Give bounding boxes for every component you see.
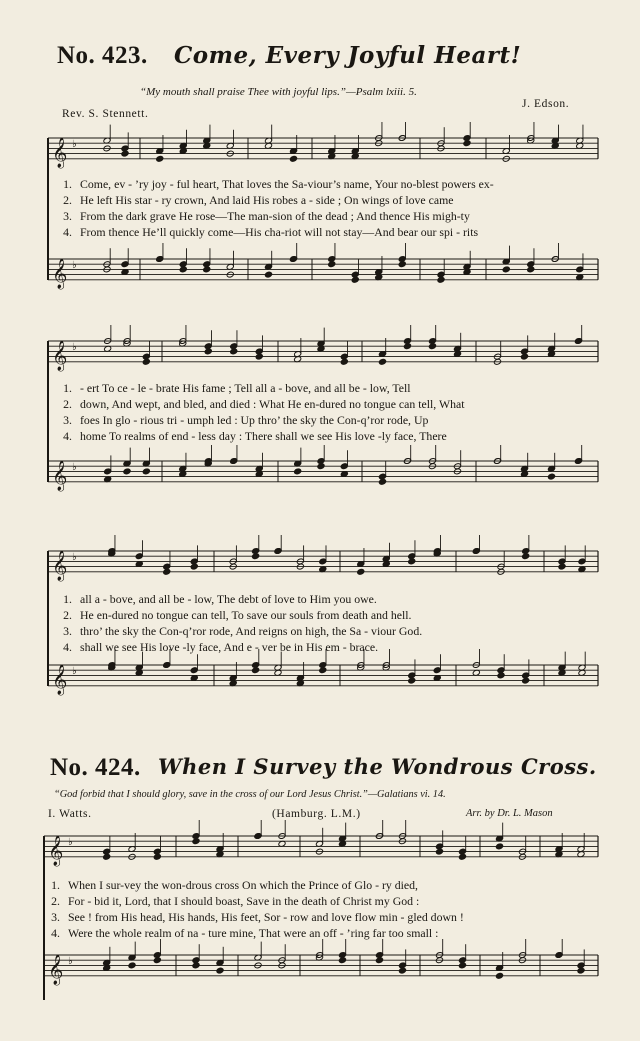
h423-s1-bass-clef: 𝄞 — [52, 258, 68, 289]
h423-s3-treble-key: ♭ — [72, 552, 77, 563]
h424-treble-clef: 𝄞 — [48, 835, 64, 866]
hymn-423-s3-verse-1: 1. all a - bove, and all be - low, The debt of love to Him you owe. — [63, 592, 377, 606]
h424-treble-note — [495, 843, 503, 850]
h423-s2-bass-clef: 𝄞 — [52, 460, 68, 491]
hymn-424-epigraph: “God forbid that I should glory, save in the cross of our Lord Jesus Christ.”—Galatians vi. 14. — [54, 789, 446, 800]
hymn-423-s3-verse-2: 2. He en-dured no tongue can tell, To save our souls from death and hell. — [63, 608, 412, 622]
hymn-423-epigraph: “My mouth shall praise Thee with joyful lips.”—Psalm lxiii. 5. — [140, 86, 417, 98]
h424-bass-note — [216, 967, 224, 974]
h423-s1-bass-note — [502, 266, 510, 273]
hymn-423-composer: J. Edson. — [522, 98, 570, 110]
hymn-423-s1-verse-3: 3. From the dark grave He rose—The man-sion of the dead ; And thence His migh-ty — [63, 209, 470, 223]
h423-s2-treble-key: ♭ — [72, 342, 77, 353]
hymn-423-s2-verse-4: 4. home To realms of end - less day : There shall we see His love -ly face, There — [63, 429, 447, 443]
hymn-424-verse-1: 1. When I sur-vey the won-drous cross On which the Prince of Glo - ry died, — [51, 878, 418, 892]
hymn-423-s3-verse-4: 4. shall we see His love -ly face, And e - ver be in His em - brace. — [63, 640, 379, 654]
h423-s2-treble-note — [378, 358, 386, 365]
h423-s1-treble-key: ♭ — [72, 139, 77, 150]
hymn-424-arranger: Arr. by Dr. L. Mason — [466, 808, 553, 819]
h423-s2-bass-key: ♭ — [72, 462, 77, 473]
hymn-423-s3-verse-3: 3. thro’ the sky the Con-q’ror rode, And reigns on high, the Sa - viour God. — [63, 624, 423, 638]
h424-bass-note — [128, 962, 136, 969]
h423-s1-bass-key: ♭ — [72, 260, 77, 271]
h423-s3-treble-clef: 𝄞 — [52, 550, 68, 581]
h423-s2-bass-note — [547, 473, 555, 480]
h423-s2-bass-note — [142, 468, 150, 475]
hymn-424-verse-4: 4. Were the whole realm of na - ture mine, That were an off - ’ring far too small : — [51, 926, 439, 940]
h424-bass-clef: 𝄞 — [48, 954, 64, 985]
h424-bass-key: ♭ — [68, 956, 73, 967]
hymn-423-s1-verse-2: 2. He left His star - ry crown, And laid His robes a - side ; On wings of love came — [63, 193, 454, 207]
hymn-423-title: Come, Every Joyful Heart! — [174, 42, 522, 69]
hymn-424-tune: (Hamburg. L.M.) — [272, 808, 361, 820]
h424-treble-key: ♭ — [68, 837, 73, 848]
hymn-424-number: No. 424. — [50, 754, 141, 781]
h423-s2-bass-note — [294, 468, 302, 475]
h423-s1-treble-clef: 𝄞 — [52, 137, 68, 168]
hymn-423-s2-verse-1: 1. - ert To ce - le - brate His fame ; Tell all a - bove, and all be - low, Tell — [63, 381, 411, 395]
h423-s2-treble-clef: 𝄞 — [52, 340, 68, 371]
hymn-423-author: Rev. S. Stennett. — [62, 108, 149, 120]
hymn-423-s2-verse-3: 3. foes In glo - rious tri - umph led : Up thro’ the sky the Con-q’ror rode, Up — [63, 413, 429, 427]
h423-s3-treble-note — [357, 568, 365, 575]
h423-s1-treble-note — [289, 155, 297, 162]
h424-bass-note — [495, 972, 503, 979]
hymn-423-s1-verse-1: 1. Come, ev - ’ry joy - ful heart, That loves the Sa-viour’s name, Your no-blest powers ex- — [63, 177, 494, 191]
hymn-423-s2-verse-2: 2. down, And wept, and bled, and died : What He en-dured no tongue can tell, What — [63, 397, 465, 411]
h423-s3-bass-key: ♭ — [72, 666, 77, 677]
hymn-424-title: When I Survey the Wondrous Cross. — [158, 754, 597, 779]
h423-s1-bass-note — [264, 271, 272, 278]
hymn-424-verse-3: 3. See ! from His head, His hands, His feet, Sor - row and love flow min - gled down ! — [51, 910, 464, 924]
hymn-424-author: I. Watts. — [48, 808, 92, 820]
hymn-423-number: No. 423. — [57, 42, 148, 69]
h423-s2-bass-note — [123, 468, 131, 475]
hymn-423-s1-verse-4: 4. From thence He’ll quickly come—His cha-riot will not stay—And bear our spi - rits — [63, 225, 479, 239]
h423-s1-treble-note — [156, 155, 164, 162]
hymn-424-verse-2: 2. For - bid it, Lord, that I should boast, Save in the death of Christ my God : — [51, 894, 420, 908]
h423-s3-bass-clef: 𝄞 — [52, 664, 68, 695]
